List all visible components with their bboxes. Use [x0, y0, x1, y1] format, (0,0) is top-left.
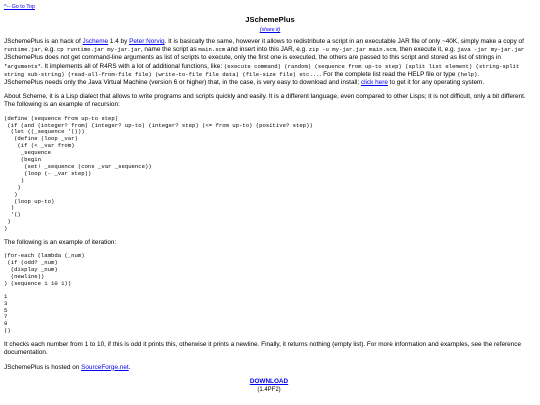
text: JSchemePlus is an hack of — [4, 38, 83, 45]
intro-paragraph-scheme: About Scheme, it is a Lisp dialect that allows to write programs and scripts quickly and easily. It is a different language, even compared to other Lisps; it is not difficult, only a bit different. The following is an example of recursion: — [4, 93, 526, 109]
text: to get it for any operating system. — [387, 79, 485, 87]
inline-code: cp runtime.jar my-jar.jar — [56, 46, 141, 54]
download-link[interactable]: DOWNLOAD — [249, 377, 289, 385]
explanation-paragraph: It checks each number from 1 to 10, if this is odd it prints this, otherwise it prints a newline. Finally, it returns nothing (empty list). For more information and examples, see the reference documentation. — [4, 341, 522, 357]
text: 1.4 by — [108, 38, 130, 45]
text: . It is basically the same, however it allows to redistribute a script in an executable JAR file of only ~40K, simply make a copy of — [164, 38, 524, 45]
iteration-code-block: (for-each (lambda (_num) (if (odd? _num) (display _num) (newline)) ) (sequence 1 10 1)) — [4, 252, 85, 287]
text: , then execute it, e.g. — [396, 46, 458, 54]
text: . — [128, 363, 131, 371]
sourceforge-link[interactable]: SourceForge.net — [81, 363, 129, 371]
share-link[interactable]: (share it) — [259, 27, 281, 33]
text: . It implements all of R4RS with a lot of additional functions, like: — [40, 62, 224, 70]
inline-code: main.scm — [198, 46, 226, 54]
intro-paragraph-1 — [4, 38, 534, 87]
text: JSchemePlus is hosted on — [4, 363, 82, 371]
iteration-output-block: 1 3 5 7 9 () — [4, 292, 11, 335]
iteration-intro: The following is an example of iteration: — [4, 239, 117, 247]
text: , name the script as — [140, 46, 199, 54]
download-size: (1.4PF2) — [257, 387, 281, 394]
main-content — [4, 38, 534, 394]
recursion-code-block: (define (sequence from up-to step) (if (and (integer? from) (integer? up-to) (integer? step) (<= from up-to) (positive? step)) (let ((_sequence '())) (define (loop _var) (if (< _var from) _sequence (begin (set! _sequence (cons _var _sequence)) (loop (- _var step)) ) ) ) (loop up-to) ) '() ) ) — [4, 114, 313, 233]
text: , e.g. — [40, 46, 57, 54]
hosted-paragraph — [4, 364, 534, 372]
inline-code: zip -u my-jar.jar main.scm — [308, 46, 397, 54]
share-link-wrap — [0, 26, 540, 34]
inline-code: java -jar my-jar.jar — [457, 46, 525, 54]
download-wrap — [4, 378, 534, 386]
inline-code: runtime.jar — [4, 46, 41, 54]
inline-code: *arguments* — [4, 62, 41, 70]
text: JSchemePlus does not get command-line arguments as list of scripts to execute, only the first one is executed, the others are passed to this script and stored as list of strings in — [4, 54, 501, 62]
text: and insert into this JAR, e.g. — [225, 46, 309, 54]
text: . — [477, 70, 480, 78]
peter-norvig-link[interactable]: Peter Norvig — [129, 38, 165, 45]
page-title: JSchemePlus — [245, 15, 295, 24]
inline-code: (execute command) (random) (sequence from up-to step) (split list element) (string-split string sub-string) (read-all-from-file file) (write-to-file file data) (file-size file) etc... — [4, 62, 520, 78]
inline-code: (help) — [457, 70, 478, 78]
jscheme-link[interactable]: Jscheme — [82, 38, 109, 45]
go-to-top-link[interactable]: ^-- Go to Top — [4, 4, 35, 10]
java-download-link[interactable]: click here — [360, 79, 388, 87]
text: JSchemePlus needs only the Java Virtual Machine (version 6 or higher) that, in the case, is very easy to download and install; — [4, 79, 361, 87]
text: . For the complete list read the HELP file or type — [319, 70, 458, 78]
